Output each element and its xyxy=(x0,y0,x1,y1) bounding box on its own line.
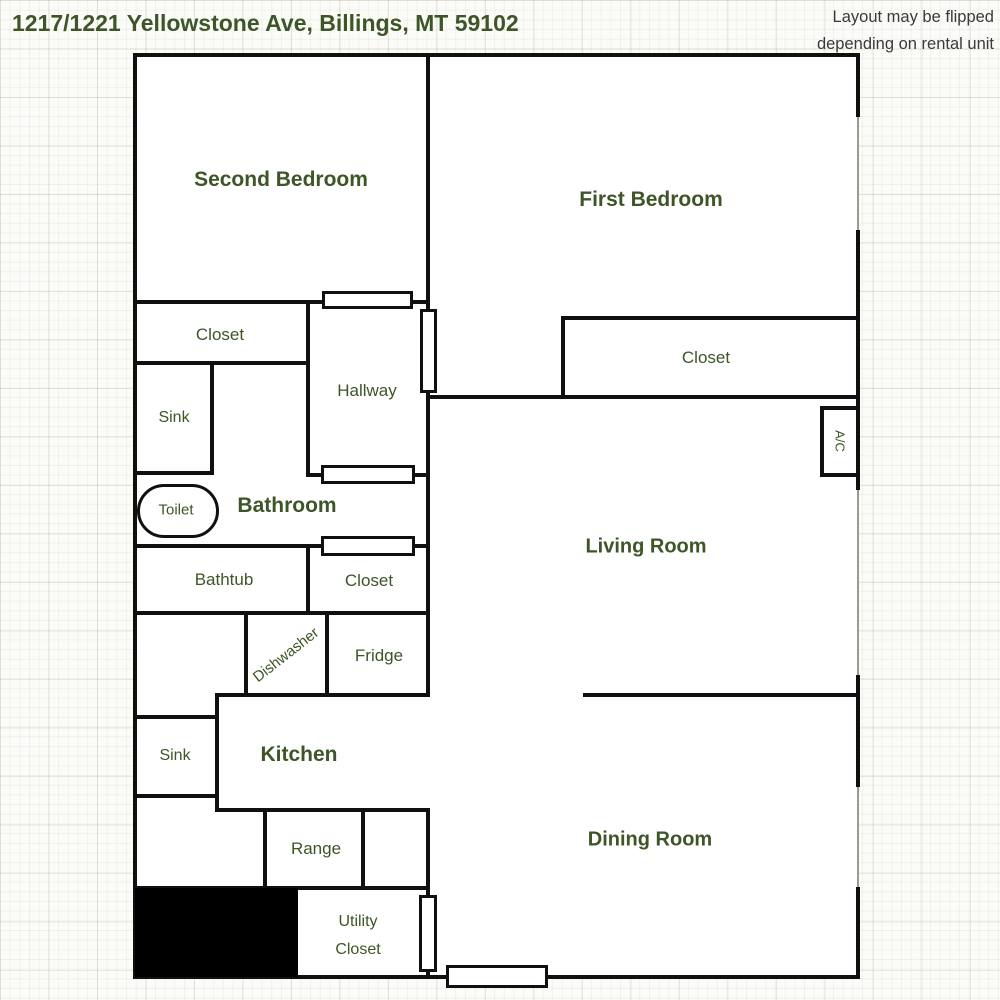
wall-bath-sink-right xyxy=(210,361,214,475)
window-living-room xyxy=(857,490,859,675)
wall-top xyxy=(133,53,860,57)
wall-dishwasher-left xyxy=(244,611,248,697)
layout-note-line1: Layout may be flipped xyxy=(832,8,994,26)
wall-range-right xyxy=(361,808,365,890)
wall-left xyxy=(133,53,137,979)
wall-right-seg4 xyxy=(856,887,860,979)
label-bathroom-closet: Closet xyxy=(344,571,394,590)
window-first-bedroom xyxy=(857,117,859,230)
door-entry xyxy=(446,965,548,988)
wall-range-row-top xyxy=(215,808,430,812)
door-first-bedroom xyxy=(420,309,437,393)
label-second-bedroom-closet: Closet xyxy=(195,325,245,344)
wall-right-seg3 xyxy=(856,675,860,787)
wall-kitchen-sink-top xyxy=(133,715,219,719)
label-utility-closet-line2: Closet xyxy=(335,941,381,958)
wall-bathtub-row-bottom xyxy=(133,611,430,615)
door-bathroom xyxy=(321,465,415,484)
wall-kitchen-jog xyxy=(215,693,219,812)
label-toilet: Toilet xyxy=(158,501,194,519)
label-bathroom-sink: Sink xyxy=(158,409,190,426)
filled-area xyxy=(135,888,298,977)
label-first-bedroom-closet: Closet xyxy=(681,348,731,367)
door-utility-closet xyxy=(419,895,437,972)
label-fridge: Fridge xyxy=(354,646,404,665)
page-title: 1217/1221 Yellowstone Ave, Billings, MT 59102 xyxy=(12,10,519,36)
wall-first-bedroom-bottom xyxy=(426,395,860,399)
room-label-bathroom: Bathroom xyxy=(237,494,337,517)
room-label-living-room: Living Room xyxy=(585,535,707,558)
label-utility-closet-line1: Utility xyxy=(338,913,378,930)
wall-dishwasher-right xyxy=(325,611,329,697)
label-kitchen-sink: Sink xyxy=(159,747,191,764)
wall-second-closet-bottom xyxy=(133,361,310,365)
label-range: Range xyxy=(290,839,342,858)
wall-hallway-left xyxy=(306,300,310,477)
window-dining-room xyxy=(857,787,859,887)
wall-range-left xyxy=(263,808,267,890)
layout-note-line2: depending on rental unit xyxy=(816,35,994,54)
door-bathroom-closet xyxy=(321,536,415,556)
layout-note xyxy=(817,4,994,58)
label-bathtub: Bathtub xyxy=(194,570,254,589)
room-label-dining-room: Dining Room xyxy=(587,828,713,851)
wall-first-closet-left xyxy=(561,316,565,399)
label-ac: A/C xyxy=(832,430,848,452)
wall-living-dining-divider xyxy=(583,693,860,697)
door-second-bedroom xyxy=(322,291,413,309)
wall-first-closet-top xyxy=(561,316,860,320)
room-label-hallway: Hallway xyxy=(337,381,397,400)
room-label-second-bedroom: Second Bedroom xyxy=(194,168,368,191)
wall-bathtub-closet-divider xyxy=(306,544,310,615)
room-label-first-bedroom: First Bedroom xyxy=(579,188,723,211)
wall-kitchen-sink-bottom xyxy=(133,794,219,798)
wall-right-seg1 xyxy=(856,53,860,117)
label-dishwasher: Dishwasher xyxy=(249,624,323,686)
wall-bath-sink-bottom xyxy=(133,471,214,475)
room-label-kitchen: Kitchen xyxy=(260,743,338,766)
